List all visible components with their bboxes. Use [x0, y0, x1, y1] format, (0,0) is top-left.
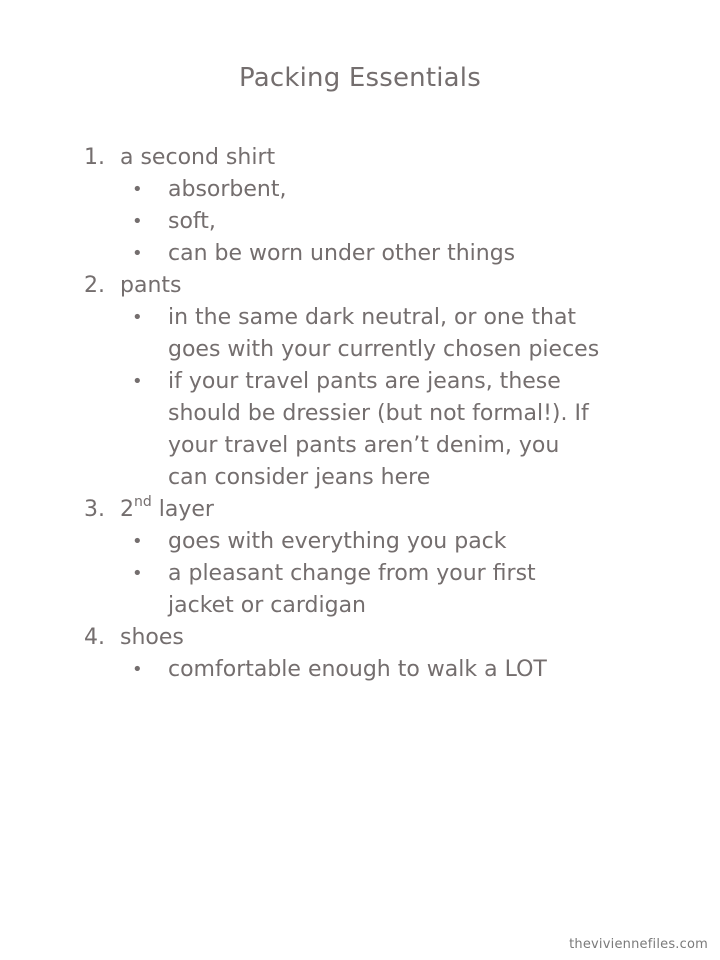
- bullet-text: can consider jeans here: [168, 465, 431, 490]
- list-item-label: pants: [120, 273, 182, 298]
- bullet-icon: •: [132, 307, 143, 328]
- list-item-2: [84, 270, 684, 302]
- bullet-item: [84, 654, 684, 686]
- bullet-icon: •: [132, 563, 143, 584]
- bullet-text: soft,: [168, 209, 216, 234]
- ordinal-superscript: nd: [134, 493, 152, 510]
- bullet-icon: •: [132, 371, 143, 392]
- bullet-text: if your travel pants are jeans, these: [168, 369, 561, 394]
- bullet-icon: •: [132, 179, 143, 200]
- bullet-text: absorbent,: [168, 177, 287, 202]
- bullet-item: [84, 558, 684, 622]
- bullet-icon: •: [132, 243, 143, 264]
- list-item-label-prefix: 2: [120, 497, 134, 522]
- page-title: Packing Essentials: [239, 63, 481, 93]
- bullet-item: [84, 302, 684, 366]
- list-item-label: shoes: [120, 625, 184, 650]
- list-number: 2.: [84, 273, 105, 298]
- bullet-item: [84, 206, 684, 238]
- list-item-label: a second shirt: [120, 145, 276, 170]
- bullet-text: goes with your currently chosen pieces: [168, 337, 600, 362]
- list-item-label-suffix: layer: [151, 497, 214, 522]
- bullet-item: [84, 174, 684, 206]
- bullet-item: [84, 366, 684, 494]
- list-number: 4.: [84, 625, 105, 650]
- list-item-1: [84, 142, 684, 174]
- list-number: 1.: [84, 145, 105, 170]
- list-item-3: [84, 494, 684, 526]
- bullet-text: goes with everything you pack: [168, 529, 507, 554]
- bullet-text: comfortable enough to walk a LOT: [168, 657, 547, 682]
- bullet-text: in the same dark neutral, or one that: [168, 305, 577, 330]
- bullet-text: your travel pants aren’t denim, you: [168, 433, 560, 458]
- site-credit: theviviennefiles.com: [569, 937, 708, 952]
- bullet-text: can be worn under other things: [168, 241, 516, 266]
- bullet-text: jacket or cardigan: [168, 593, 366, 618]
- bullet-icon: •: [132, 531, 143, 552]
- numbered-list: [84, 142, 684, 686]
- bullet-item: [84, 526, 684, 558]
- list-number: 3.: [84, 497, 105, 522]
- bullet-icon: •: [132, 211, 143, 232]
- bullet-item: [84, 238, 684, 270]
- bullet-text: a pleasant change from your first: [168, 561, 536, 586]
- list-item-4: [84, 622, 684, 654]
- bullet-icon: •: [132, 659, 143, 680]
- bullet-text: should be dressier (but not formal!). If: [168, 401, 589, 426]
